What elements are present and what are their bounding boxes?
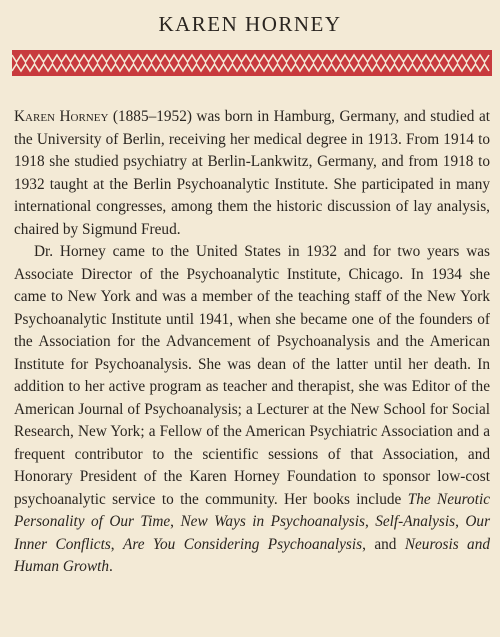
book-title: Our Inner Conflicts: [14, 513, 491, 553]
book-title: Neurosis and Human Growth: [14, 535, 490, 575]
decorative-zigzag-band: [12, 50, 492, 76]
biography-paragraph-1: [14, 106, 490, 241]
book-title: The Neurotic Personality of Our Time: [14, 490, 490, 530]
book-title: Are You Considering Psychoanalysis: [123, 535, 363, 553]
book-title: New Ways in Psychoanalysis: [180, 513, 365, 530]
biography-text: [14, 106, 490, 579]
biography-paragraph-2: [14, 241, 490, 579]
paragraph-1-text: (1885–1952) was born in Hamburg, Germany, and studied at the University of Berlin, receiving her medical degree in 1913. From 1914 to 1918 she studied psychiatry at Berlin-Lankwitz, Germany, and from 1918 to 1932 taught at the Berlin Psychoanalytic Institute. She participated in many international congresses, among them the historic discussion of lay analysis, chaired by Sigmund Freud.: [14, 108, 490, 238]
paragraph-2-text: Dr. Horney came to the United States in 1932 and for two years was Associate Director of the Psychoanalytic Institute, Chicago. In 1934 she came to New York and was a member of the teaching staff of the New York Psychoanalytic Institute until 1941, when she became one of the founders of the Association for the Advancement of Psychoanalysis and the American Institute for Psychoanalysis. She was dean of the latter until her death. In addition to her active program as teacher and therapist, she was Editor of the American Journal of Psychoanalysis; a Lecturer at the New School for Social Research, New York; a Fellow of the American Psychiatric Association and a frequent contributor to the scientific sessions of that Association, and Honorary President of the Karen Horney Foundation to sponsor low-cost psychoanalytic service to the community. Her books include: [14, 243, 490, 508]
author-name: Karen Horney: [14, 108, 109, 125]
page-title: KAREN HORNEY: [158, 12, 342, 36]
book-title: Self-Analysis: [375, 513, 456, 530]
book-list: The Neurotic Personality of Our Time, New Ways in Psychoanalysis, Self-Analysis, Our Inner Conflicts, Are You Considering Psychoanalysis, and Neurosis and Human Growth.: [14, 490, 491, 575]
